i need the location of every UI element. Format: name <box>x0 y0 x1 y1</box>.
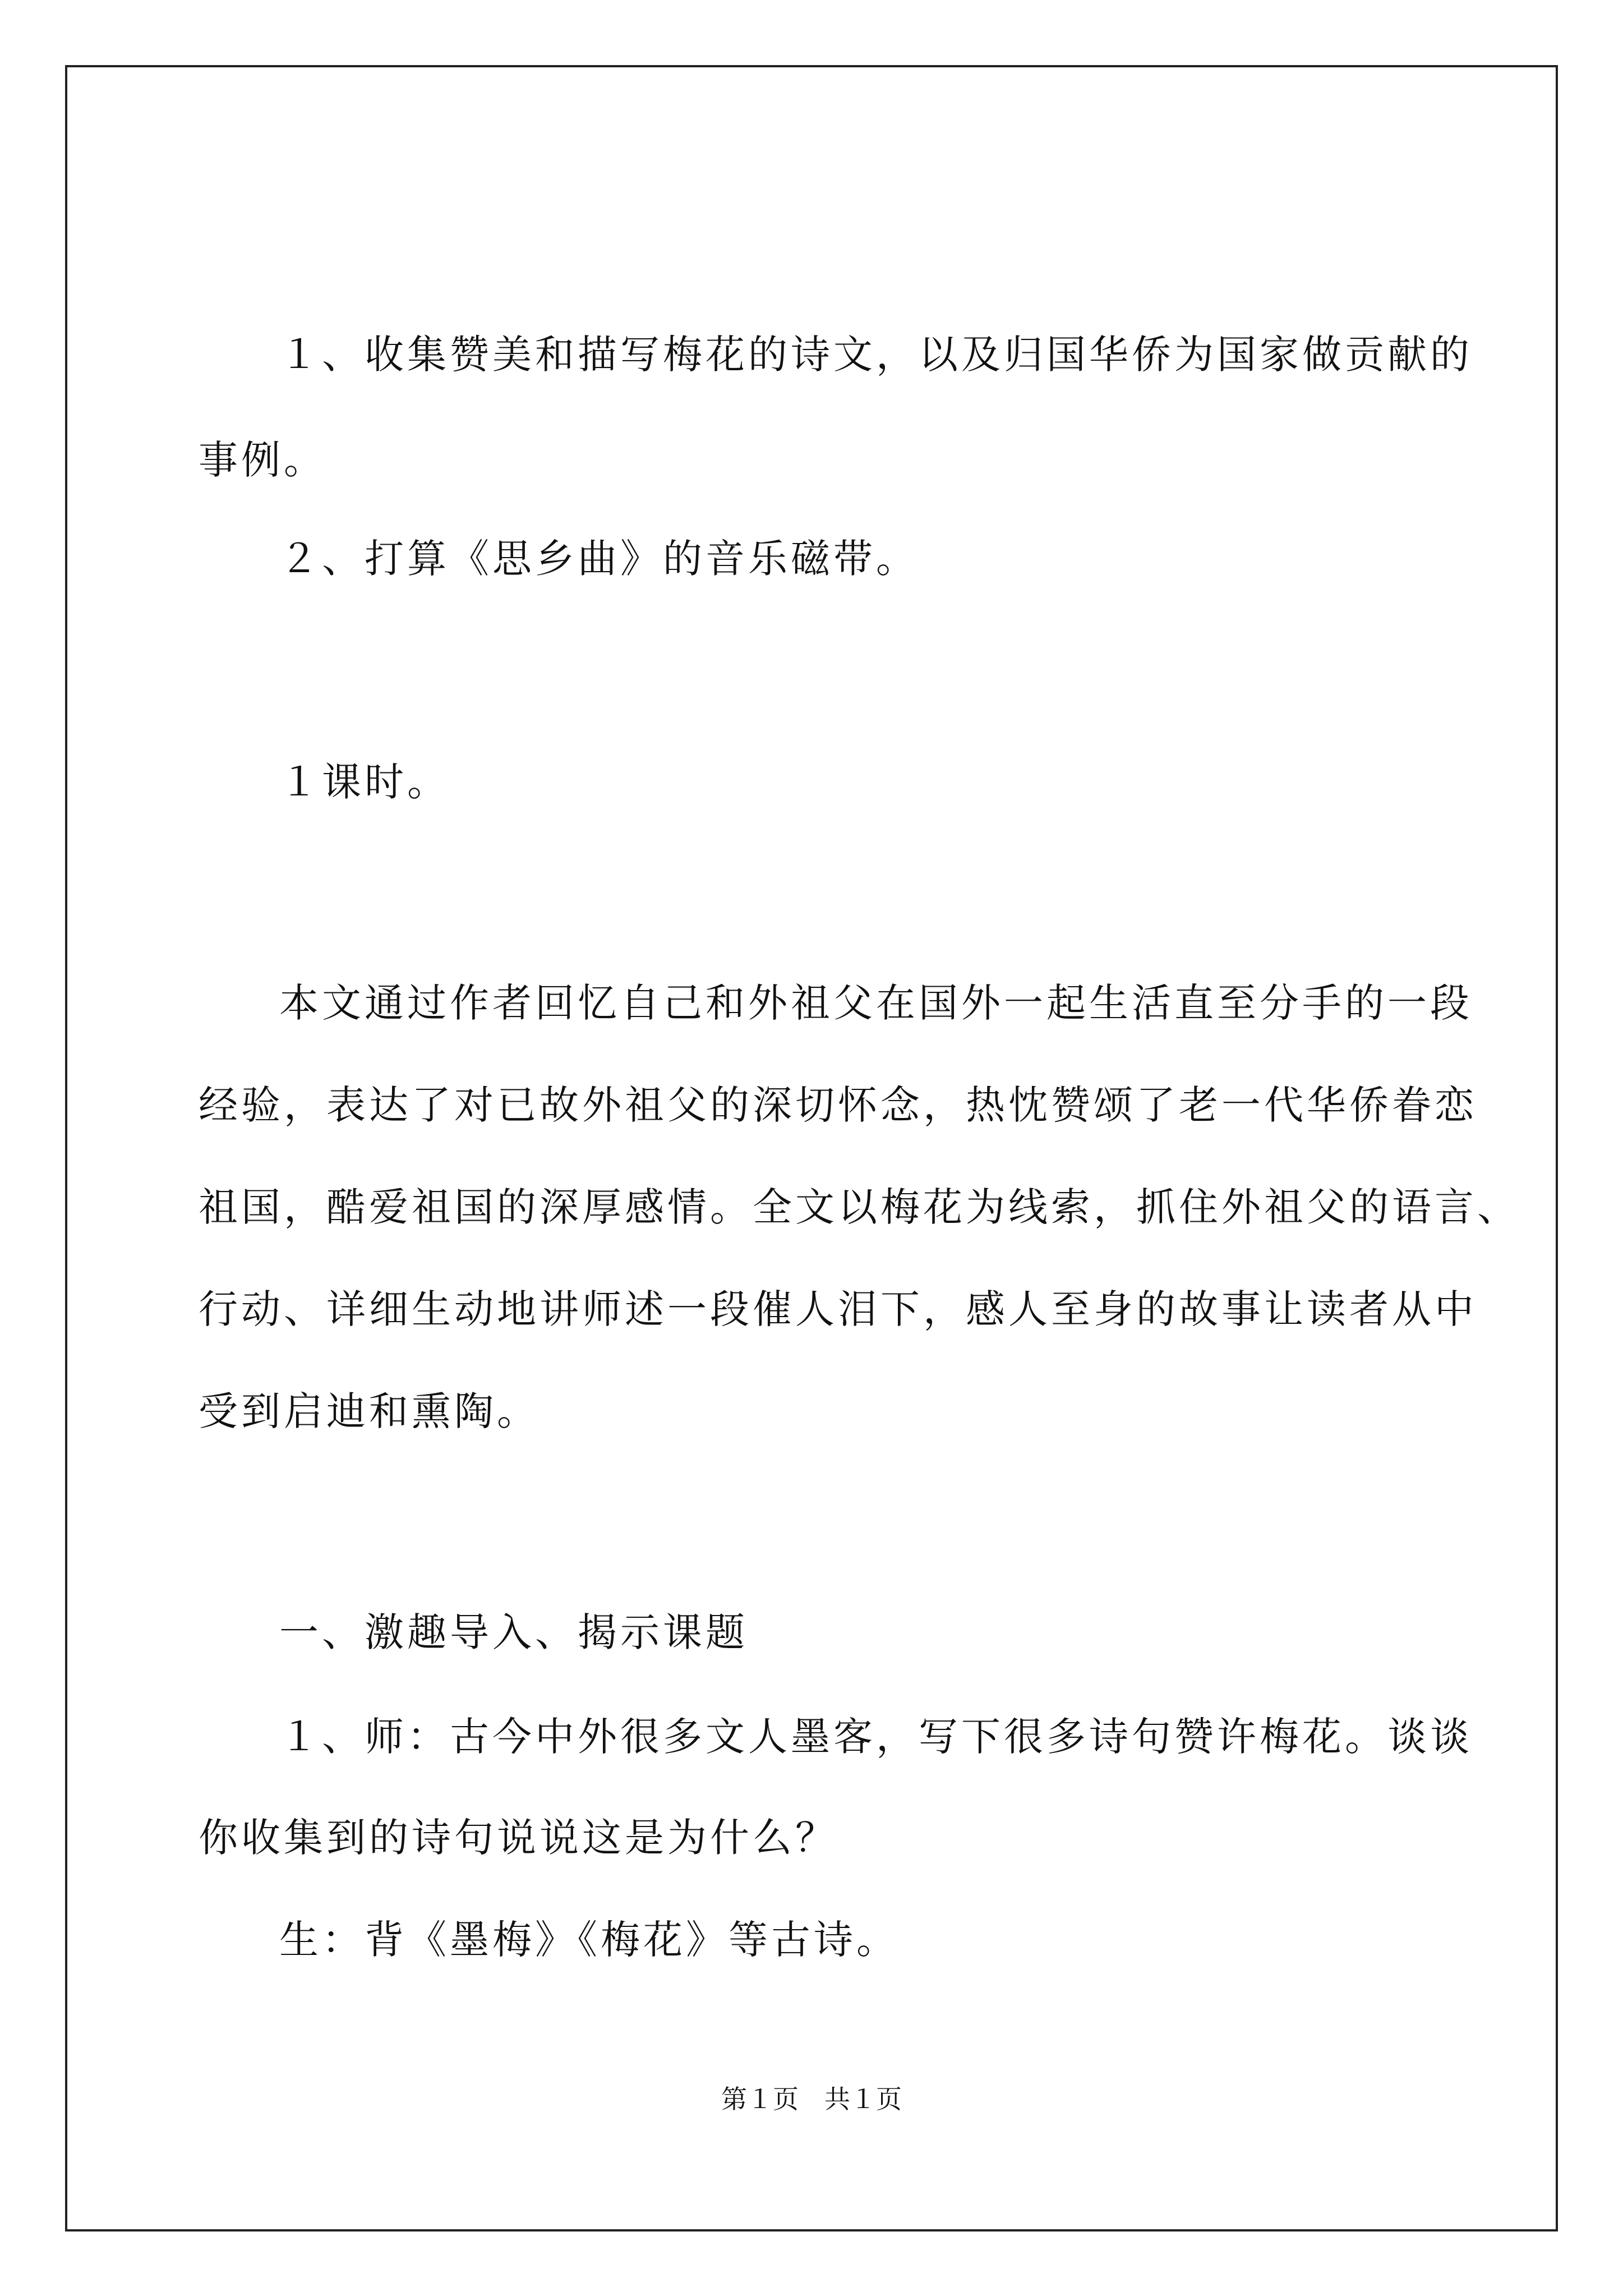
analysis-line-1: 本文通过作者回忆自己和外祖父在国外一起生活直至分手的一段 <box>279 980 1473 1026</box>
process-step-1-line-1: １、师：古今中外很多文人墨客，写下很多诗句赞许梅花。谈谈 <box>279 1714 1473 1760</box>
analysis-line-3: 祖国，酷爱祖国的深厚感情。全文以梅花为线索，抓住外祖父的语言、 <box>199 1184 1520 1230</box>
process-step-1-line-2: 你收集到的诗句说说这是为什么？ <box>199 1815 838 1861</box>
page-footer: 第１页 共１页 <box>721 2084 902 2114</box>
analysis-line-4: 行动、详细生动地讲师述一段催人泪下，感人至身的故事让读者从中 <box>199 1286 1477 1332</box>
prep-item-1-line-1: １、收集赞美和描写梅花的诗文，以及归国华侨为国家做贡献的 <box>279 332 1473 378</box>
prep-item-1-line-2: 事例。 <box>199 437 326 483</box>
analysis-line-2: 经验，表达了对已故外祖父的深切怀念，热忱赞颂了老一代华侨眷恋 <box>199 1082 1477 1128</box>
lesson-time: １课时。 <box>279 759 450 805</box>
process-heading: 一、激趣导入、揭示课题 <box>279 1609 748 1655</box>
student-answer: 生：背《墨梅》《梅花》等古诗。 <box>279 1917 899 1963</box>
page-border <box>65 65 1558 2231</box>
analysis-line-5: 受到启迪和熏陶。 <box>199 1388 540 1434</box>
prep-item-2: ２、打算《思乡曲》的音乐磁带。 <box>279 536 919 582</box>
